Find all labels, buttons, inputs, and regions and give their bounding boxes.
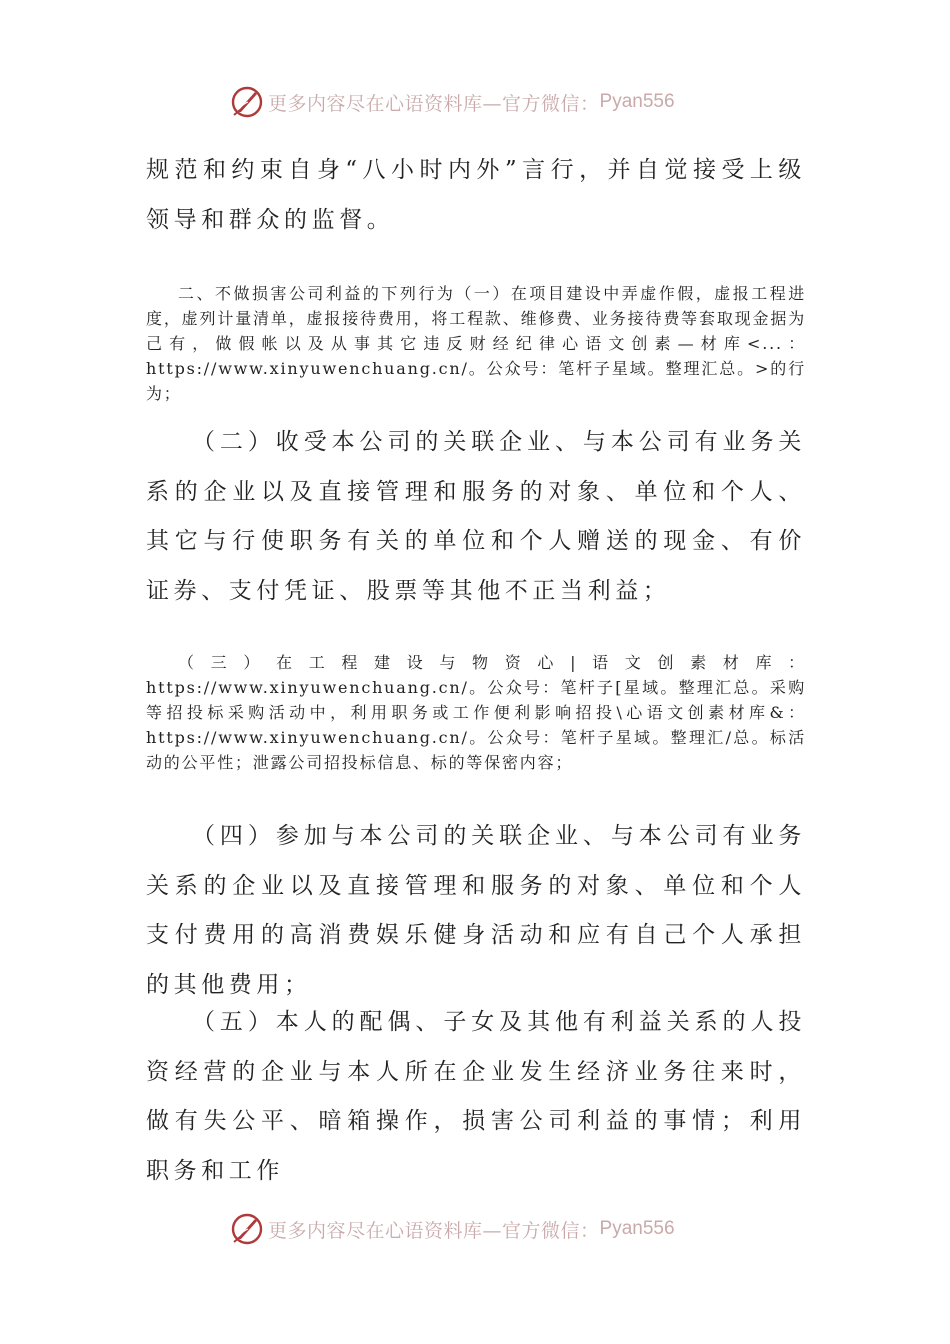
banner-text: 更多内容尽在心语资料库—官方微信： (268, 92, 600, 115)
paragraph-item-two: （二）收受本公司的关联企业、与本公司有业务关系的企业以及直接管理和服务的对象、单位和个人、其它与行使职务有关的单位和个人赠送的现金、有价证券、支付凭证、股票等其他不正当利益； (146, 429, 806, 604)
paragraph-item-three: （三）在工程建设与物资心|语文创素材库：https://www.xinyuwenchuang.cn/。公众号：笔杆子[星域。整理汇总。采购等招投标采购活动中，利用职务或工作便利影响招投\心语文创素材库&：https://www.xinyuwenchuang.cn/。公众号：笔杆子星域。整理汇/总。标活动的公平性；泄露公司招投标信息、标的等保密内容； (146, 653, 806, 772)
paragraph-item-five: （五）本人的配偶、子女及其他有利益关系的人投资经营的企业与本人所在企业发生经济业务往来时，做有失公平、暗箱操作，损害公司利益的事情；利用职务和工作 (146, 1009, 806, 1184)
header-banner (230, 82, 675, 122)
footer-banner (230, 1209, 675, 1249)
paragraph-continuation: 规范和约束自身“八小时内外”言行，并自觉接受上级领导和群众的监督。 (146, 157, 806, 233)
paragraph-section-two: 二、不做损害公司利益的下列行为（一）在项目建设中弄虚作假，虚报工程进度，虚列计量清单，虚报接待费用，将工程款、维修费、业务接待费等套取现金据为己有，做假帐以及从事其它违反财经纪律心语文创素—材库<...：https://www.xinyuwenchuang.cn/。公众号：笔杆子星域。整理汇总。>的行为； (146, 284, 806, 403)
banner-wechat-id: Pyan556 (599, 91, 675, 112)
banner-text: 更多内容尽在心语资料库—官方微信： (268, 1219, 600, 1242)
banner-wechat-id: Pyan556 (599, 1218, 675, 1239)
quill-logo-icon (230, 85, 264, 119)
paragraph-item-four: （四）参加与本公司的关联企业、与本公司有业务关系的企业以及直接管理和服务的对象、单位和个人支付费用的高消费娱乐健身活动和应有自己个人承担的其他费用； (146, 823, 806, 998)
quill-logo-icon (230, 1212, 264, 1246)
